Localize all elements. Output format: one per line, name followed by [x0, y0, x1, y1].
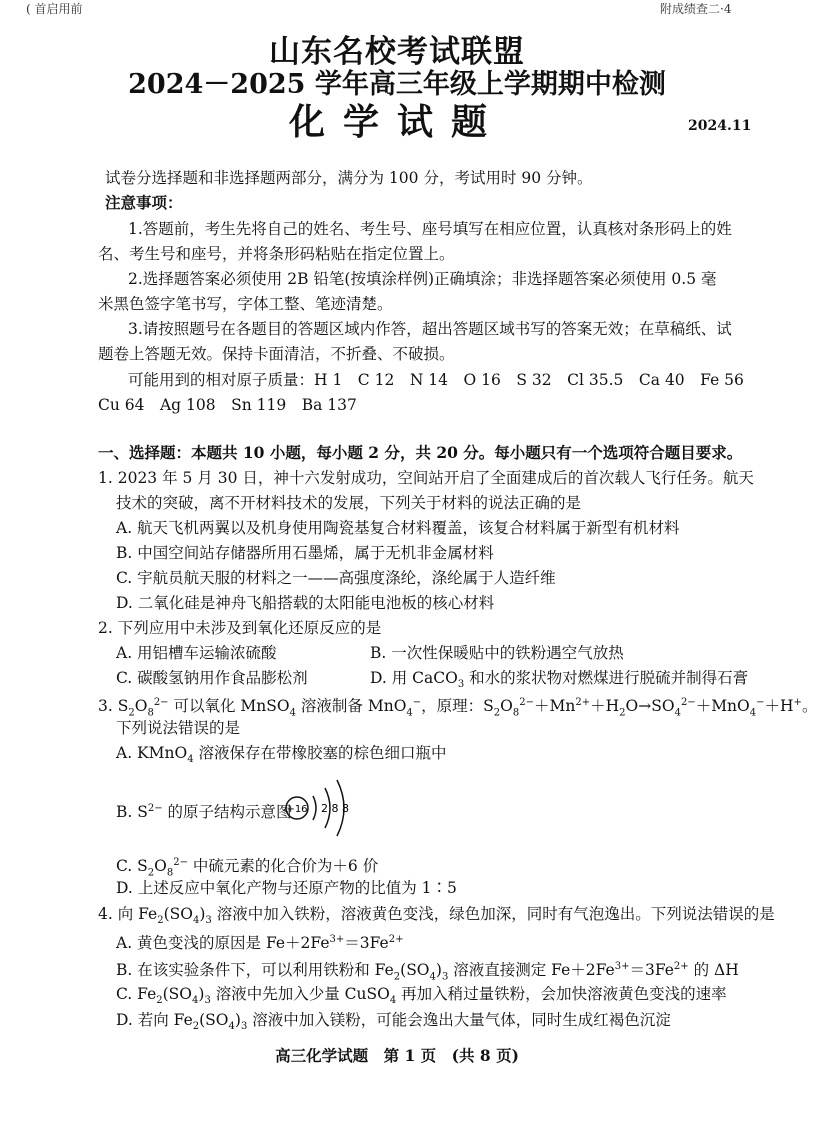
q2-option-c: C. 碳酸氢钠用作食品膨松剂 — [116, 669, 308, 687]
q1-option-b: B. 中国空间站存储器所用石墨烯，属于无机非金属材料 — [116, 544, 494, 562]
note-2-line-1: 2.选择题答案必须使用 2B 铅笔(按填涂样例)正确填涂；非选择题答案必须使用 0.5 毫 — [128, 270, 717, 288]
exam-info: 试卷分选择题和非选择题两部分，满分为 100 分，考试用时 90 分钟。 — [105, 169, 593, 187]
q3-option-c: C. $S_2O_8^{2-}$ 中硫元素的化合价为＋6 价 — [116, 857, 379, 879]
q4-option-a: A. 黄色变浅的原因是 $Fe+2Fe^{3+}=3Fe^{2+}$ — [116, 934, 404, 953]
q3-stem-line-1: 3. $S_2O_8^{2-}$ 可以氧化 MnSO$_4$ 溶液制备 MnO$_4$−，原理：$S_2O_8^{2-}+Mn^{2+}+H_2O\to SO_4^{2-}+MnO_4^-+H^+$。 — [98, 697, 817, 719]
nucleus-charge: +16 — [286, 804, 308, 815]
q1-stem-line-2: 技术的突破，离不开材料技术的发展，下列关于材料的说法正确的是 — [116, 494, 582, 512]
subject-title: 化学试题 — [288, 101, 505, 143]
q3-option-d: D. 上述反应中氧化产物与还原产物的比值为 1∶5 — [116, 879, 457, 897]
q2-stem: 2. 下列应用中未涉及到氧化还原反应的是 — [98, 619, 382, 637]
corner-label-right: 附成绩查二·4 — [660, 2, 732, 16]
exam-alliance-title: 山东名校考试联盟 — [269, 34, 525, 70]
notes-title: 注意事项： — [105, 193, 183, 212]
corner-label-left: ( 首启用前 — [26, 2, 83, 16]
q1-option-a: A. 航天飞机两翼以及机身使用陶瓷基复合材料覆盖，该复合材料属于新型有机材料 — [116, 519, 680, 537]
sulfide-ion-structure-diagram — [283, 768, 373, 848]
q2-option-b: B. 一次性保暖贴中的铁粉遇空气放热 — [370, 644, 624, 662]
q4-option-c: C. $Fe_2(SO_4)_3$ 溶液中先加入少量 CuSO$_4$ 再加入稍过量铁粉，会加快溶液黄色变浅的速率 — [116, 985, 727, 1007]
note-2-line-2: 米黑色签字笔书写，字体工整、笔迹清楚。 — [98, 295, 393, 313]
note-3-line-2: 题卷上答题无效。保持卡面清洁，不折叠、不破损。 — [98, 345, 455, 363]
q1-stem-line-1: 1. 2023 年 5 月 30 日，神十六发射成功，空间站开启了全面建成后的首次载人飞行任务。航天 — [98, 469, 754, 487]
q2-option-a: A. 用铝槽车运输浓硫酸 — [116, 644, 277, 662]
exam-date: 2024.11 — [688, 118, 752, 134]
q1-option-d: D. 二氧化硅是神舟飞船搭载的太阳能电池板的核心材料 — [116, 594, 495, 612]
exam-period-title: 2024－2025 学年高三年级上学期期中检测 — [128, 69, 666, 100]
q2-option-d: D. 用 CaCO$_3$ 和水的浆状物对燃煤进行脱硫并制得石膏 — [370, 669, 749, 691]
note-3-line-1: 3.请按照题号在各题目的答题区域内作答，超出答题区域书写的答案无效；在草稿纸、试 — [128, 320, 732, 338]
q4-option-d: D. 若向 $Fe_2(SO_4)_3$ 溶液中加入镁粉，可能会逸出大量气体，同时生成红褐色沉淀 — [116, 1011, 671, 1033]
shell-arc-1 — [313, 796, 316, 820]
q3-option-b: B. $S^{2-}$ 的原子结构示意图 — [116, 803, 292, 822]
shell-electrons: 2 8 8 — [321, 802, 349, 815]
page-footer: 高三化学试题 第 1 页 (共 8 页) — [275, 1046, 519, 1065]
note-1-line-1: 1.答题前，考生先将自己的姓名、考生号、座号填写在相应位置，认真核对条形码上的姓 — [128, 220, 732, 238]
note-1-line-2: 名、考生号和座号，并将条形码粘贴在指定位置上。 — [98, 245, 455, 263]
q4-stem: 4. 向 $Fe_2(SO_4)_3$ 溶液中加入铁粉，溶液黄色变浅，绿色加深，同时有气泡逸出。下列说法错误的是 — [98, 905, 775, 927]
q1-option-c: C. 宇航员航天服的材料之一——高强度涤纶，涤纶属于人造纤维 — [116, 569, 556, 587]
q3-option-a: A. KMnO$_4$ 溶液保存在带橡胶塞的棕色细口瓶中 — [116, 744, 447, 766]
q3-stem-line-2: 下列说法错误的是 — [116, 719, 241, 737]
atomic-mass-line-2: Cu 64 Ag 108 Sn 119 Ba 137 — [98, 396, 357, 414]
section-1-heading: 一、选择题：本题共 10 小题，每小题 2 分，共 20 分。每小题只有一个选项符合题目要求。 — [98, 443, 743, 462]
atomic-mass-line-1: 可能用到的相对原子质量：H 1 C 12 N 14 O 16 S 32 Cl 35.5 Ca 40 Fe 56 — [128, 371, 744, 389]
q4-option-b: B. 在该实验条件下，可以利用铁粉和 $Fe_2(SO_4)_3$ 溶液直接测定 $Fe+2Fe^{3+}=3Fe^{2+}$ 的 ΔH — [116, 961, 739, 983]
